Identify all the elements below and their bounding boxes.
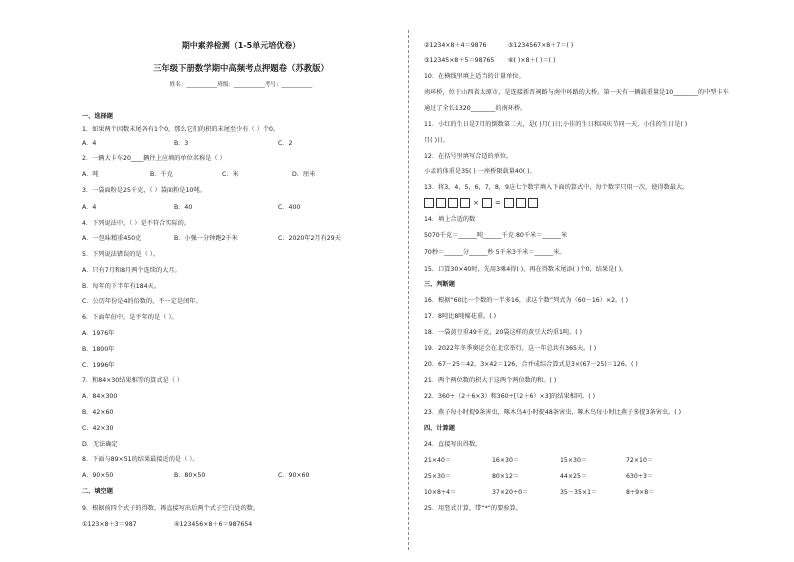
column-divider <box>408 30 409 550</box>
q5-option-c: C．公历年份是4的倍数的，不一定是闰年。 <box>82 298 202 305</box>
q8-option-c: C．90×60 <box>278 472 310 479</box>
question-2: 2．一辆大卡车20____辆往上应填的单位名称是（ ） <box>82 155 226 162</box>
digit-box[interactable] <box>460 198 470 208</box>
question-24: 24．直接写出得数。 <box>424 441 482 448</box>
question-14: 14．填上合适的数 <box>424 216 476 223</box>
question-4: 4．下列说法中，（ ）是不符合实际的。 <box>82 220 190 227</box>
calc-item: 25×30＝ <box>424 473 452 480</box>
digit-box[interactable] <box>436 198 446 208</box>
q6-option-c: C．1996年 <box>82 362 115 369</box>
q7-option-d: D．无法确定 <box>82 441 118 448</box>
question-5: 5．下列说法错误的是（ ）。 <box>82 251 160 258</box>
question-17: 17．8吨比8吨棉花重。( ) <box>424 313 497 320</box>
q4-option-c: C．2020年2月有29天 <box>278 235 341 242</box>
q9-eq-1: ①123×8＋3＝987 <box>82 521 137 528</box>
q12-line: 小孟的体重是35( ) 一座桥限载量40( )。 <box>424 168 536 175</box>
section-judge: 三、判断题 <box>424 281 455 288</box>
times-sign: × <box>473 199 479 207</box>
calc-item: 72×10＝ <box>626 457 654 464</box>
q9-eq-2: ②1234×8＋4＝9876 <box>424 42 487 49</box>
digit-box[interactable] <box>482 198 492 208</box>
section-fill: 二、填空题 <box>82 488 113 495</box>
digit-box[interactable] <box>528 198 538 208</box>
question-21: 21．两个两位数的积大于这两个两位数的和。( ) <box>424 377 557 384</box>
student-info: 姓名：___________班级：___________考号：___________ <box>169 82 313 88</box>
q10-line-2: 通过了全长1320________的南环桥。 <box>424 105 527 112</box>
question-13: 13．将3，4，5，6，7，8，9这七个数字填入下面的算式中，每个数字只用一次，使得数最大。 <box>424 184 689 191</box>
q1-option-b: B．3 <box>174 140 189 147</box>
q3-option-b: B．40 <box>174 204 193 211</box>
question-25: 25．用竖式计算，带“*”的要验算。 <box>424 505 522 512</box>
question-8: 8．下面与89×51的结果最接近的是（ ）。 <box>82 456 199 463</box>
section-choice: 一、选择题 <box>82 113 113 120</box>
question-7: 7．和84×30结果相等的算式是（ ） <box>82 377 184 384</box>
question-10: 10．在横线里填上适当的计量单位。 <box>424 73 525 80</box>
q9-eq-4: ④123456×8＋6＝987654 <box>174 521 253 528</box>
q6-option-a: A．1976年 <box>82 330 115 337</box>
question-1: 1．如果两个因数末尾各有1个0，那么它们的积的末尾至少有（ ）个0。 <box>82 126 280 133</box>
question-9: 9．根据前四个式子的得数，再直接写出后两个式子空白处的数。 <box>82 505 260 512</box>
q5-option-b: B．每年的下半年有184天。 <box>82 283 160 290</box>
q1-option-a: A．4 <box>82 140 97 147</box>
calc-item: 21×40＝ <box>424 457 452 464</box>
q14-line-1: 5070千克＝______吨______千克 80千米＝______米 <box>424 232 568 239</box>
q2-option-d: D．厘米 <box>292 171 316 178</box>
equals-sign: = <box>494 199 501 207</box>
q3-option-c: C．400 <box>278 204 301 211</box>
q11-line-2: 月( )日。 <box>424 137 450 144</box>
question-23: 23．燕子每小时捉9条害虫，啄木鸟4小时捉48条害虫，啄木鸟每小时比燕子多捉3条害虫。( ) <box>424 409 682 416</box>
q13-box-row <box>424 197 538 209</box>
q8-option-a: A．90×50 <box>82 472 114 479</box>
calc-item: 37×20÷0＝ <box>492 489 529 496</box>
calc-item: 16×30＝ <box>492 457 520 464</box>
calc-item: 44×25＝ <box>560 473 588 480</box>
question-22: 22．360÷（2＋6×3）和360÷[（2＋6）×3]的结果相同。( ) <box>424 393 595 400</box>
question-6: 6．下面年份中，是平年的是（ ）。 <box>82 314 178 321</box>
question-15: 15．口算30×40时，先用3乘4得( )，再在得数末尾添( )个0，结果是( )。 <box>424 266 628 273</box>
q4-option-b: B．小强一分钟跑2千米 <box>174 235 238 242</box>
calc-item: 80×12＝ <box>492 473 520 480</box>
question-11: 11．小红的生日是7月的倒数第二天，是( )月( )日;小佳的生日和国庆节同一天，小佳的生日是( ) <box>424 121 688 128</box>
calc-item: 8÷9×8＝ <box>626 489 655 496</box>
question-20: 20．67－25＝42，3×42＝126，合并成综合算式是3×(67－25)＝126。( ) <box>424 361 638 368</box>
exam-subtitle: 三年级下册数学期中高频考点押题卷（苏教版） <box>153 63 329 73</box>
q7-option-a: A．84×300 <box>82 393 118 400</box>
q5-option-a: A．只有7月和8月两个连续的大月。 <box>82 267 181 274</box>
calc-item: 10×8÷4＝ <box>424 489 457 496</box>
question-16: 16．根据“60比一个数的一半多16，求这个数”列式为（60－16）×2。( ) <box>424 297 629 304</box>
question-3: 3．一袋面粉是25千克，（ ）袋面粉是10吨。 <box>82 187 206 194</box>
digit-box[interactable] <box>516 198 526 208</box>
digit-box[interactable] <box>504 198 514 208</box>
question-18: 18．一袋黄豆重49千克，20袋这样的黄豆大约重1吨。( ) <box>424 329 583 336</box>
calc-item: 630÷3＝ <box>626 473 654 480</box>
q2-option-b: B．千克 <box>150 171 173 178</box>
digit-box[interactable] <box>448 198 458 208</box>
digit-box[interactable] <box>424 198 434 208</box>
question-12: 12．在括号里填写合适的单位。 <box>424 153 513 160</box>
q9-eq-3: ③12345×8＋5＝98765 <box>424 57 495 64</box>
q1-option-c: C．2 <box>278 140 293 147</box>
calc-item: 35－35×1＝ <box>560 489 598 496</box>
q3-option-a: A．4 <box>82 204 97 211</box>
q8-option-b: B．80×50 <box>174 472 206 479</box>
q10-line-1: 南环桥，位于山西省太原市，是连接新晋祠路与南中环路的大桥。第一天有一辆载重量是10________的中型卡车 <box>424 89 729 96</box>
q7-option-b: B．42×60 <box>82 409 114 416</box>
q7-option-c: C．42×30 <box>82 425 114 432</box>
exam-title: 期中素养检测（1-5单元培优卷） <box>181 41 301 50</box>
q14-line-2: 70秒＝______分______秒 5千米3千米＝______米。 <box>424 249 566 256</box>
q9-eq-6: ⑥( )×8＋( )＝( ) <box>508 57 556 64</box>
q2-option-c: C．米 <box>222 171 239 178</box>
q4-option-a: A．一包味精重450克 <box>82 235 142 242</box>
calc-item: 15×30＝ <box>560 457 588 464</box>
question-19: 19．2022年冬季奥运会在北京举行，这一年总共有365天。( ) <box>424 345 597 352</box>
q6-option-b: B．1800年 <box>82 346 115 353</box>
q9-eq-5: ⑤1234567×8＋7＝( ) <box>508 42 574 49</box>
section-calc: 四、计算题 <box>424 425 455 432</box>
q2-option-a: A．吨 <box>82 171 99 178</box>
